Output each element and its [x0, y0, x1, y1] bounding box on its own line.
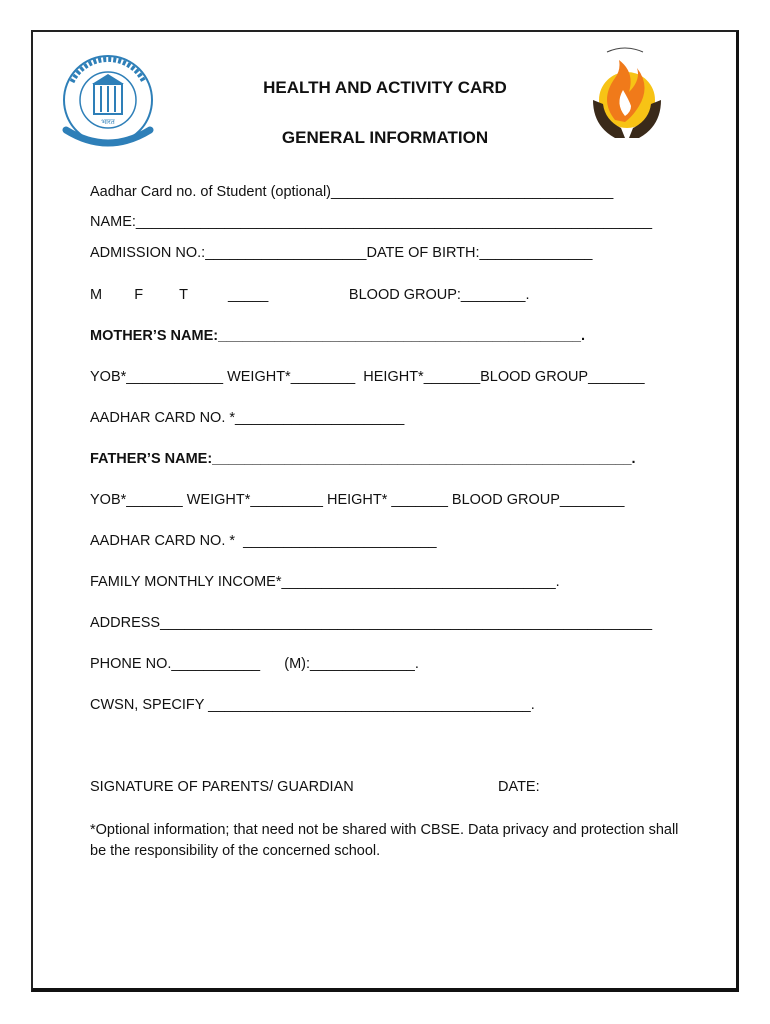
page-title: HEALTH AND ACTIVITY CARD — [263, 78, 507, 97]
phone-field: PHONE NO.___________ (M):_____________. — [90, 656, 419, 672]
fathers-name-field: FATHER’S NAME:____________________________________________________. — [90, 451, 636, 467]
name-field: NAME:________________________________________________________________ — [90, 214, 653, 230]
father-aadhar-field: AADHAR CARD NO. * ________________________ — [90, 533, 437, 549]
gender-blood-field: M F T _____ BLOOD GROUP:________. — [90, 287, 530, 303]
father-stats-field: YOB*_______ WEIGHT*_________ HEIGHT* _______ BLOOD GROUP________ — [90, 492, 625, 508]
date-label: DATE: — [498, 779, 540, 795]
mothers-name-field: MOTHER’S NAME:_____________________________________________. — [90, 328, 585, 344]
address-field: ADDRESS_____________________________________________________________ — [90, 615, 653, 631]
page-subtitle: GENERAL INFORMATION — [281, 128, 489, 147]
cwsn-field: CWSN, SPECIFY ________________________________________. — [90, 697, 535, 713]
privacy-note: *Optional information; that need not be shared with CBSE. Data privacy and protection shall be the responsibility of the concerned school. — [90, 822, 679, 859]
aadhar-student-field: Aadhar Card no. of Student (optional)___________________________________ — [90, 184, 614, 200]
signature-label: SIGNATURE OF PARENTS/ GUARDIAN — [90, 779, 354, 795]
income-field: FAMILY MONTHLY INCOME*__________________________________. — [90, 574, 560, 590]
cbse-logo-small-text: भारत — [101, 118, 115, 126]
mother-aadhar-field: AADHAR CARD NO. *_____________________ — [90, 410, 405, 426]
mother-stats-field: YOB*____________ WEIGHT*________ HEIGHT*_______BLOOD GROUP_______ — [90, 369, 645, 385]
admission-dob-field: ADMISSION NO.:____________________DATE OF BIRTH:______________ — [90, 245, 593, 261]
